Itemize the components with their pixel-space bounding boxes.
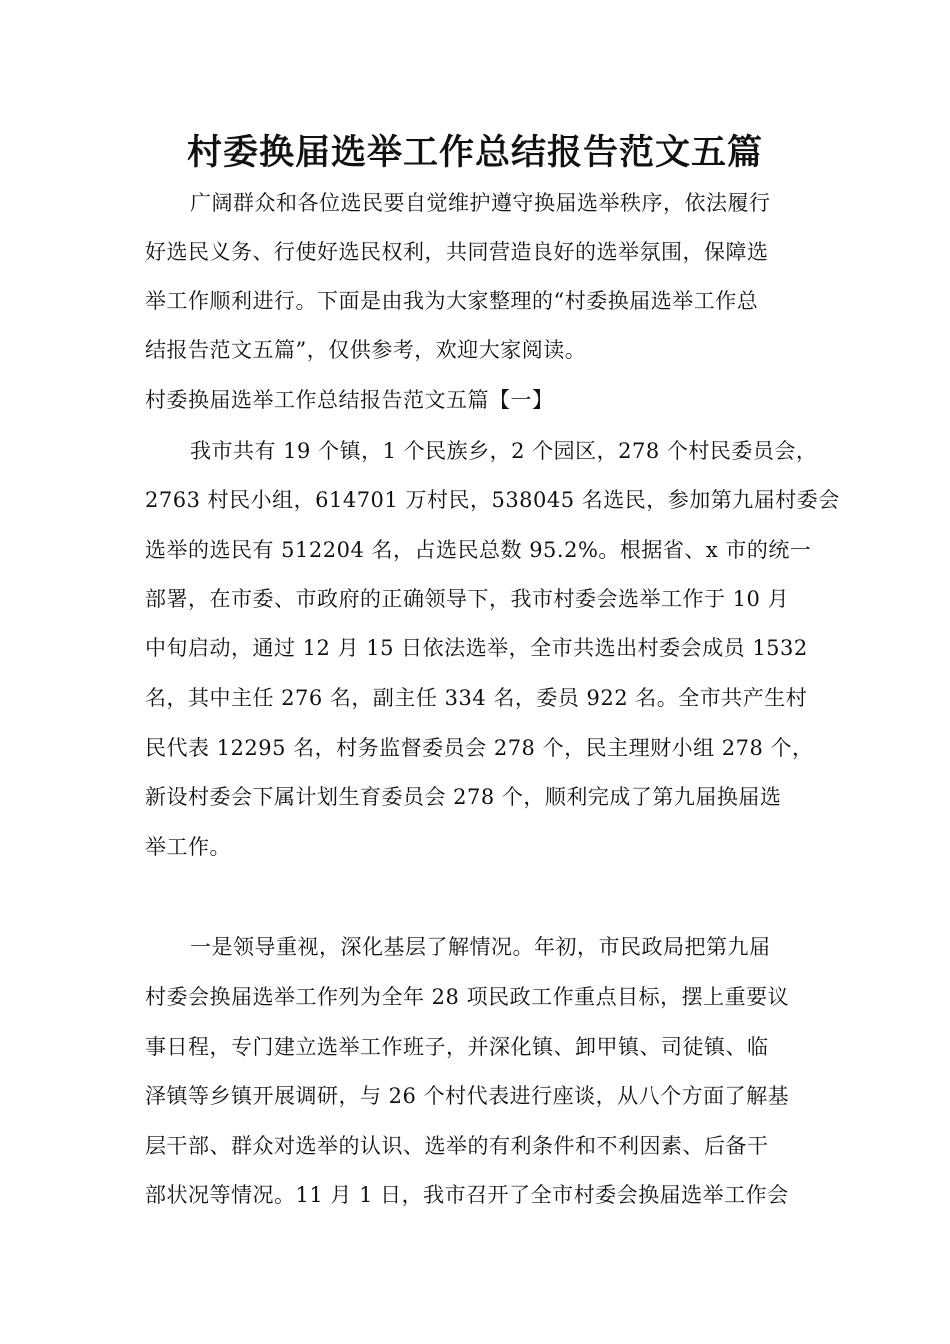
section-heading: 村委换届选举工作总结报告范文五篇【一】 xyxy=(145,388,554,412)
document-title: 村委换届选举工作总结报告范文五篇 xyxy=(186,132,763,173)
intro-line: 广阔群众和各位选民要自觉维护遵守换届选举秩序，依法履行 xyxy=(190,191,771,215)
paragraph-line: 层干部、群众对选举的认识、选举的有利条件和不利因素、后备干 xyxy=(145,1134,769,1158)
paragraph-line: 我市共有 19 个镇，1 个民族乡，2 个园区，278 个村民委员会， xyxy=(190,439,818,463)
paragraph-line: 事日程，专门建立选举工作班子，并深化镇、卸甲镇、司徒镇、临 xyxy=(145,1035,769,1059)
paragraph-line: 村委会换届选举工作列为全年 28 项民政工作重点目标，摆上重要议 xyxy=(145,985,790,1009)
paragraph-line: 部状况等情况。11 月 1 日，我市召开了全市村委会换届选举工作会 xyxy=(145,1183,789,1207)
paragraph-line: 选举的选民有 512204 名，占选民总数 95.2%。根据省、x 市的统一 xyxy=(145,538,812,562)
paragraph-line: 泽镇等乡镇开展调研，与 26 个村代表进行座谈，从八个方面了解基 xyxy=(145,1084,790,1108)
paragraph-line: 举工作。 xyxy=(145,835,231,859)
intro-line: 好选民义务、行使好选民权利，共同营造良好的选举氛围，保障选 xyxy=(145,240,769,264)
paragraph-line: 中旬启动，通过 12 月 15 日依法选举，全市共选出村委会成员 1532 xyxy=(145,636,808,660)
paragraph-line: 新设村委会下属计划生育委员会 278 个，顺利完成了第九届换届选 xyxy=(145,785,782,809)
paragraph-line: 部署，在市委、市政府的正确领导下，我市村委会选举工作于 10 月 xyxy=(145,587,790,611)
paragraph-line: 一是领导重视，深化基层了解情况。年初，市民政局把第九届 xyxy=(190,935,771,959)
intro-line: 结报告范文五篇”，仅供参考，欢迎大家阅读。 xyxy=(145,338,587,362)
intro-line: 举工作顺利进行。下面是由我为大家整理的“村委换届选举工作总 xyxy=(145,289,759,313)
paragraph-line: 民代表 12295 名，村务监督委员会 278 个，民主理财小组 278 个， xyxy=(145,736,814,760)
paragraph-line: 2763 村民小组，614701 万村民，538045 名选民，参加第九届村委会 xyxy=(145,488,840,512)
paragraph-line: 名，其中主任 276 名，副主任 334 名，委员 922 名。全市共产生村 xyxy=(145,686,808,710)
